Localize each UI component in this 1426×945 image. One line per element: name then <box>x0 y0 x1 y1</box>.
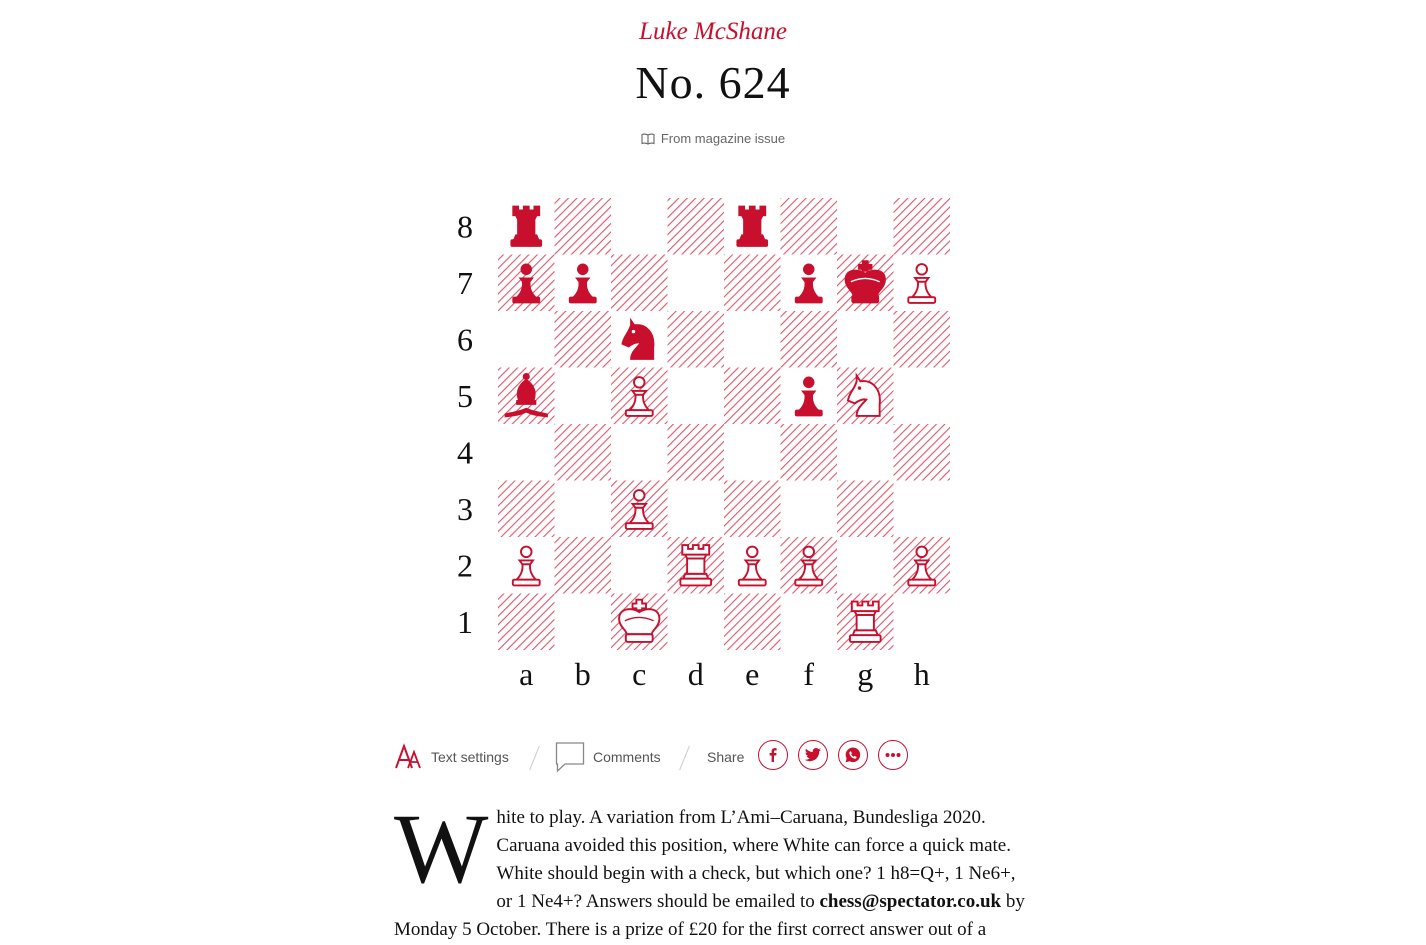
square-d6 <box>668 311 725 368</box>
file-label: d <box>687 656 704 692</box>
file-label: e <box>745 656 760 692</box>
square-a4 <box>498 424 555 481</box>
square-g6 <box>837 311 894 368</box>
square-g4 <box>837 424 894 481</box>
more-share-button[interactable] <box>878 740 908 770</box>
file-label: f <box>803 656 815 692</box>
speech-bubble-icon <box>555 741 585 773</box>
article-text: hite to play. A variation from L’Ami–Caruana, Bundesliga 2020. Caruana avoided this position, where White can force a quick mate. White should begin with a check, but which one? 1 h8=Q+, 1 Ne6+, or 1 Ne4+? Answers should be emailed to <box>496 807 1016 912</box>
email-link[interactable]: chess@spectator.co.uk <box>819 891 1002 912</box>
square-c2 <box>611 537 668 594</box>
file-label: b <box>574 656 591 692</box>
square-b5 <box>555 368 612 425</box>
more-dots-icon <box>885 752 901 758</box>
square-g2 <box>837 537 894 594</box>
square-e7 <box>724 255 781 312</box>
square-f4 <box>781 424 838 481</box>
square-a3 <box>498 481 555 538</box>
square-d8 <box>668 198 725 255</box>
page-title: No. 624 <box>635 57 791 108</box>
chess-board <box>440 190 970 710</box>
toolbar-divider <box>679 746 690 770</box>
whatsapp-icon <box>844 746 862 764</box>
facebook-icon <box>765 747 781 763</box>
square-f6 <box>781 311 838 368</box>
text-size-icon <box>394 743 424 771</box>
square-e6 <box>724 311 781 368</box>
square-b6 <box>555 311 612 368</box>
rank-label: 8 <box>457 208 473 245</box>
article-body <box>394 793 1030 944</box>
square-e5 <box>724 368 781 425</box>
twitter-share-button[interactable] <box>798 740 828 770</box>
square-e1 <box>724 594 781 651</box>
square-b8 <box>555 198 612 255</box>
rank-label: 3 <box>457 490 473 527</box>
magazine-issue-link[interactable] <box>0 131 1426 146</box>
square-e4 <box>724 424 781 481</box>
square-d7 <box>668 255 725 312</box>
toolbar-divider <box>529 746 540 770</box>
rank-label: 2 <box>457 547 473 584</box>
square-f8 <box>781 198 838 255</box>
square-d1 <box>668 594 725 651</box>
twitter-icon <box>804 747 822 763</box>
square-d3 <box>668 481 725 538</box>
square-d5 <box>668 368 725 425</box>
magazine-issue-label: From magazine issue <box>660 131 786 146</box>
square-h4 <box>894 424 951 481</box>
rank-label: 1 <box>457 603 473 640</box>
square-h6 <box>894 311 951 368</box>
square-f3 <box>781 481 838 538</box>
square-b2 <box>555 537 612 594</box>
square-f1 <box>781 594 838 651</box>
chess-diagram <box>440 190 970 710</box>
drop-cap: W <box>394 793 489 904</box>
text-settings-label: Text settings <box>431 749 509 765</box>
square-d4 <box>668 424 725 481</box>
square-g3 <box>837 481 894 538</box>
file-label: c <box>632 656 647 692</box>
rank-label: 4 <box>457 434 473 471</box>
text-settings-button[interactable] <box>394 737 509 777</box>
square-e3 <box>724 481 781 538</box>
article-toolbar <box>394 737 954 777</box>
author-name[interactable]: Luke McShane <box>639 18 787 45</box>
share-label: Share <box>707 749 745 765</box>
rank-label: 5 <box>457 377 473 414</box>
square-a1 <box>498 594 555 651</box>
file-label: h <box>913 656 930 692</box>
facebook-share-button[interactable] <box>758 740 788 770</box>
square-h3 <box>894 481 951 538</box>
comments-button[interactable] <box>555 737 661 777</box>
square-b3 <box>555 481 612 538</box>
square-h5 <box>894 368 951 425</box>
square-c8 <box>611 198 668 255</box>
whatsapp-share-button[interactable] <box>838 740 868 770</box>
square-b1 <box>555 594 612 651</box>
square-g8 <box>837 198 894 255</box>
rank-label: 6 <box>457 321 473 358</box>
rank-label: 7 <box>457 264 473 301</box>
square-h8 <box>894 198 951 255</box>
file-label: a <box>519 656 534 692</box>
square-b4 <box>555 424 612 481</box>
file-label: g <box>857 656 874 692</box>
article-text-continued: by Monday 5 October. There is a prize of £20 for the first correct answer out of a <box>394 891 1025 940</box>
square-c4 <box>611 424 668 481</box>
square-a6 <box>498 311 555 368</box>
comments-label: Comments <box>593 749 661 765</box>
square-h1 <box>894 594 951 651</box>
open-book-icon <box>641 133 655 145</box>
square-c7 <box>611 255 668 312</box>
